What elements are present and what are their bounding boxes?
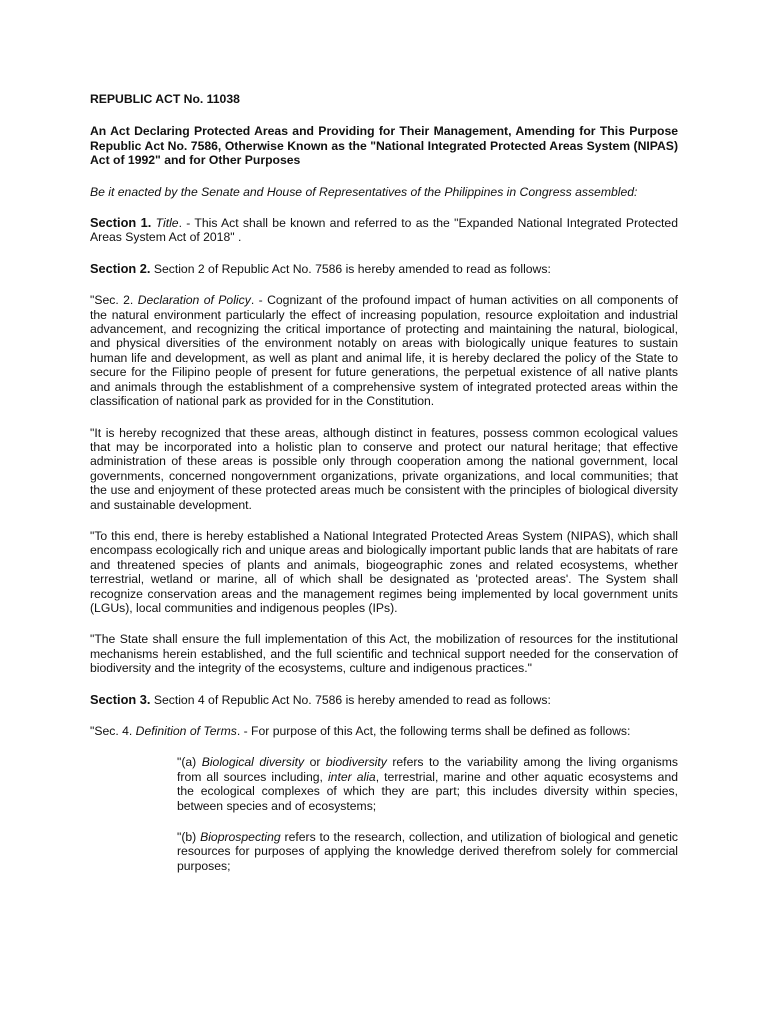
def-a-joiner: or	[304, 755, 326, 770]
def-b-prefix: "(b)	[177, 830, 201, 845]
act-title: An Act Declaring Protected Areas and Providing for Their Management, Amending for This Purpose Republic Act No. 7586, Otherwise Known as the "National Integrated Protected Areas System (NIPAS) Act of 1992" and for Other Purposes	[90, 124, 678, 168]
sec-4-text: . - For purpose of this Act, the following terms shall be defined as follows:	[236, 724, 631, 738]
section-3-text: Section 4 of Republic Act No. 7586 is hereby amended to read as follows:	[150, 692, 551, 707]
def-a-term-2: biodiversity	[325, 755, 387, 770]
section-2	[90, 262, 678, 276]
section-2-heading: Section 2.	[90, 260, 151, 276]
section-2-text: Section 2 of Republic Act No. 7586 is hereby amended to read as follows:	[150, 261, 551, 276]
def-b-text: refers to the research, collection, and utilization of biological and genetic resources for purposes of applying the knowledge derived therefrom solely for commercial purposes;	[177, 830, 679, 873]
def-a-prefix: "(a)	[177, 755, 202, 770]
document-page	[90, 92, 678, 890]
paragraph-recognized: "It is hereby recognized that these areas, although distinct in features, possess common ecological values that may be incorporated into a holistic plan to conserve and protect our natural heritage; that effective administration of these areas is possible only through cooperation among the national government, local governments, concerned nongovernment organizations, private organizations, and local communities; that the use and enjoyment of these protected areas much be consistent with the principles of biological diversity and sustainable development.	[90, 425, 678, 512]
section-1-text: . - This Act shall be known and referred to as the "Expanded National Integrated Protected Areas System Act of 2018" .	[90, 216, 678, 245]
section-1-term: Title	[155, 216, 179, 231]
definition-a	[177, 755, 678, 813]
sec-4-definition-of-terms	[90, 724, 678, 738]
section-1	[90, 216, 678, 245]
enacting-clause: Be it enacted by the Senate and House of Representatives of the Philippines in Congress assembled:	[90, 184, 638, 199]
sec-4-prefix: "Sec. 4.	[90, 724, 136, 738]
section-3-heading: Section 3.	[90, 691, 151, 707]
sec-2-prefix: "Sec. 2.	[90, 293, 138, 308]
sec-2-declaration-of-policy	[90, 293, 678, 408]
def-a-text-1: refers to the variability among the living organisms from all sources including,	[177, 755, 679, 784]
def-a-term-1: Biological diversity	[201, 755, 305, 770]
paragraph-to-this-end: "To this end, there is hereby established a National Integrated Protected Areas System (NIPAS), which shall encompass ecologically rich and unique areas and biologically important public lands that are habitats of rare and threatened species of plants and animals, biogeographic zones and related ecosystems, whether terrestrial, wetland or marine, all of which shall be designated as 'protected areas'. The System shall recognize conservation areas and the management regimes being implemented by local government units (LGUs), local communities and indigenous peoples (IPs).	[90, 528, 678, 615]
act-number: REPUBLIC ACT No. 11038	[90, 92, 240, 106]
def-b-term: Bioprospecting	[200, 830, 281, 845]
sec-2-term: Declaration of Policy	[137, 293, 251, 308]
def-a-text-2: , terrestrial, marine and other aquatic ecosystems and the ecological complexes of which they are part; this includes diversity within species, between species and of ecosystems;	[177, 769, 679, 813]
paragraph-state: "The State shall ensure the full implementation of this Act, the mobilization of resources for the institutional mechanisms herein established, and the full scientific and technical support needed for the conservation of biodiversity and the integrity of the ecosystems, culture and indigenous practices."	[90, 632, 678, 676]
sec-2-text: . - Cognizant of the profound impact of human activities on all components of the natural environment particularly the effect of increasing population, resource exploitation and industrial advancement, and recognizing the critical importance of protecting and maintaining the natural, biological, and physical diversities of the environment notably on areas with biologically unique features to sustain human life and development, as well as plant and animal life, it is hereby declared the policy of the State to secure for the Filipino people of present for future generations, the perpetual existence of all native plants and animals through the establishment of a comprehensive system of integrated protected areas within the classification of national park as provided for in the Constitution.	[90, 293, 678, 409]
sec-4-term: Definition of Terms	[135, 724, 237, 738]
def-a-latin: inter alia	[327, 769, 376, 784]
section-1-heading: Section 1.	[90, 215, 152, 231]
section-3	[90, 693, 678, 707]
definition-b	[177, 830, 678, 873]
